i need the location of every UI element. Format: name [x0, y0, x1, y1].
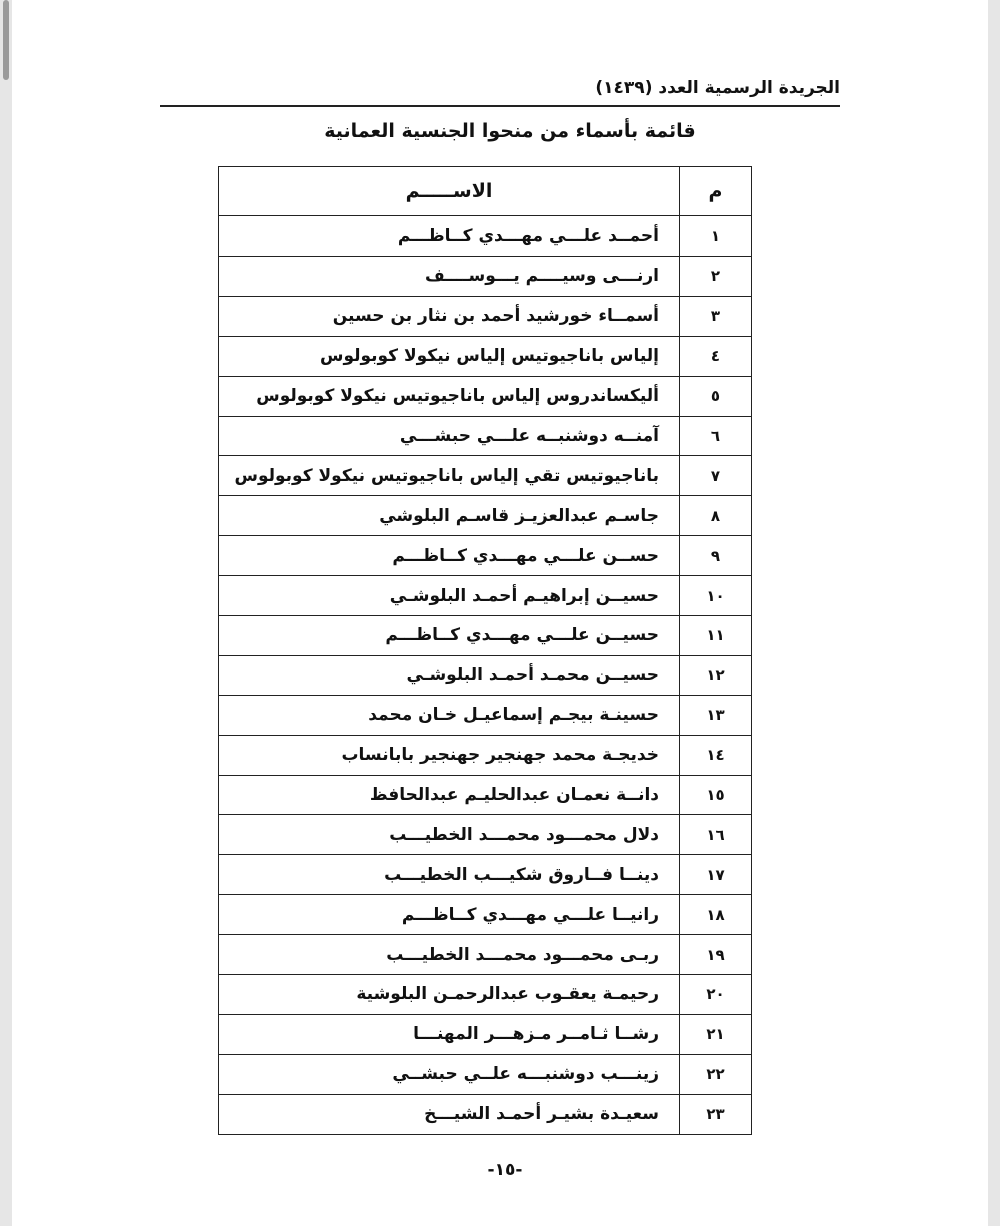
page-header	[160, 76, 840, 106]
gazette-header-title: الجريدة الرسمية العدد (١٤٣٩)	[595, 78, 840, 98]
row-name: باناجيوتيس تقي إلياس باناجيوتيس نيكولا كوبولوس	[219, 456, 680, 496]
table-row	[219, 216, 752, 257]
row-number: ٣	[680, 296, 752, 336]
row-number: ١٥	[680, 775, 752, 815]
row-name: دانــة نعمـان عبدالحليـم عبدالحافظ	[219, 775, 680, 815]
row-number: ٢١	[680, 1014, 752, 1054]
row-name: ارنـــى وسيــــم يـــوســــف	[219, 257, 680, 297]
table-header-row	[219, 167, 752, 216]
table-row	[219, 496, 752, 536]
row-number: ٨	[680, 496, 752, 536]
row-name: رانيــا علـــي مهـــدي كــاظـــم	[219, 895, 680, 935]
row-name: دينــا فــاروق شكيـــب الخطيـــب	[219, 855, 680, 895]
row-name: إلياس باناجيوتيس إلياس نيكولا كوبولوس	[219, 336, 680, 376]
table-row	[219, 416, 752, 456]
document-title: قائمة بأسماء من منحوا الجنسية العمانية	[324, 120, 696, 142]
row-number: ١١	[680, 616, 752, 656]
row-number: ٢	[680, 257, 752, 297]
row-number: ١٦	[680, 815, 752, 855]
row-number: ١٠	[680, 576, 752, 616]
row-number: ٢٠	[680, 975, 752, 1015]
row-name: خديجـة محمد جهنجير جهنجير بابانساب	[219, 735, 680, 775]
row-number: ١٢	[680, 655, 752, 695]
row-number: ١٣	[680, 695, 752, 735]
table-row	[219, 456, 752, 496]
row-number: ٢٣	[680, 1094, 752, 1134]
table-row	[219, 576, 752, 616]
table-row	[219, 895, 752, 935]
table-row	[219, 695, 752, 735]
row-name: رحيمـة يعقـوب عبدالرحمـن البلوشية	[219, 975, 680, 1015]
table-row	[219, 257, 752, 297]
row-name: حسيــن إبراهيـم أحمـد البلوشـي	[219, 576, 680, 616]
table-row	[219, 775, 752, 815]
row-number: ٩	[680, 536, 752, 576]
row-name: زينـــب دوشنبـــه علــي حبشــي	[219, 1054, 680, 1094]
table-row	[219, 935, 752, 975]
table-row	[219, 655, 752, 695]
row-number: ١	[680, 216, 752, 257]
table-row	[219, 855, 752, 895]
row-name: حسينـة بيجـم إسماعيـل خـان محمد	[219, 695, 680, 735]
table-row	[219, 735, 752, 775]
scrollbar-thumb[interactable]	[3, 0, 9, 80]
table-row	[219, 1094, 752, 1134]
page-number: -١٥-	[487, 1160, 523, 1180]
row-number: ٥	[680, 376, 752, 416]
row-name: ربـى محمـــود محمـــد الخطيـــب	[219, 935, 680, 975]
table-row	[219, 1014, 752, 1054]
row-name: أحمــد علـــي مهـــدي كــاظـــم	[219, 216, 680, 257]
row-number: ١٨	[680, 895, 752, 935]
row-number: ٢٢	[680, 1054, 752, 1094]
table-body	[219, 216, 752, 1135]
table-row	[219, 975, 752, 1015]
table-row	[219, 376, 752, 416]
row-name: سعيـدة بشيـر أحمـد الشيـــخ	[219, 1094, 680, 1134]
header-divider	[160, 105, 840, 107]
row-name: آمنــه دوشنبــه علـــي حبشـــي	[219, 416, 680, 456]
row-name: حســن علـــي مهـــدي كــاظـــم	[219, 536, 680, 576]
row-name: رشــا ثـامــر مـزهـــر المهنـــا	[219, 1014, 680, 1054]
row-number: ٧	[680, 456, 752, 496]
table-row	[219, 1054, 752, 1094]
table-row	[219, 616, 752, 656]
row-name: أليكساندروس إلياس باناجيوتيس نيكولا كوبولوس	[219, 376, 680, 416]
column-header-name: الاســـــم	[219, 167, 680, 216]
row-name: دلال محمـــود محمـــد الخطيـــب	[219, 815, 680, 855]
table-row	[219, 536, 752, 576]
table-row	[219, 815, 752, 855]
row-name: أسمــاء خورشيد أحمد بن نثار بن حسين	[219, 296, 680, 336]
column-header-number: م	[680, 167, 752, 216]
row-number: ١٩	[680, 935, 752, 975]
table-row	[219, 336, 752, 376]
row-name: حسيــن علـــي مهـــدي كــاظـــم	[219, 616, 680, 656]
row-number: ١٤	[680, 735, 752, 775]
table-row	[219, 296, 752, 336]
names-table	[218, 166, 752, 1135]
row-name: جاسـم عبدالعزيـز قاسـم البلوشي	[219, 496, 680, 536]
row-number: ٤	[680, 336, 752, 376]
row-name: حسيــن محمـد أحمـد البلوشـي	[219, 655, 680, 695]
row-number: ٦	[680, 416, 752, 456]
row-number: ١٧	[680, 855, 752, 895]
